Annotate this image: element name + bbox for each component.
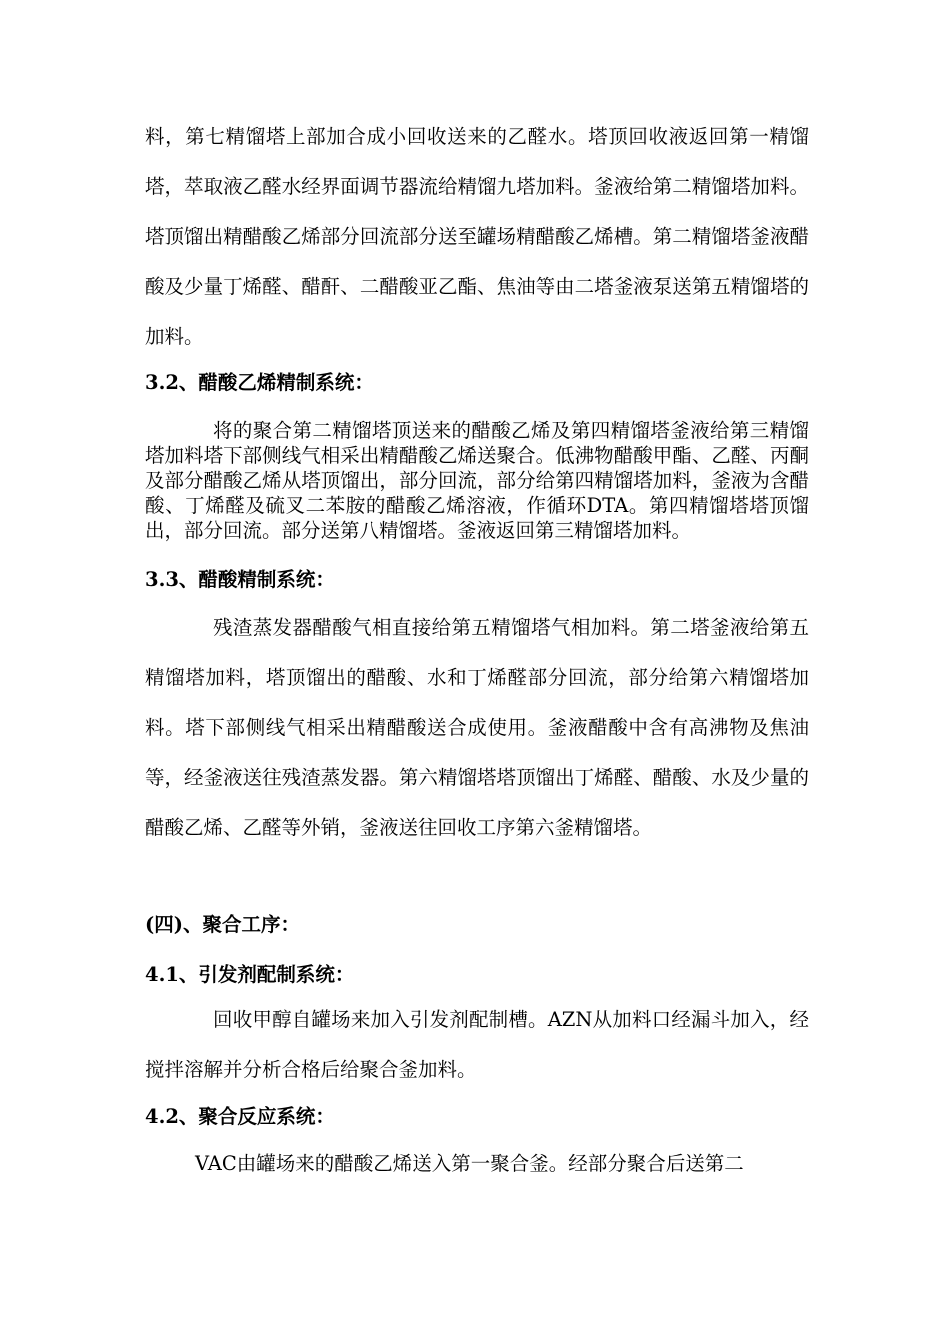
heading-4-1: 4.1、引发剂配制系统： <box>145 963 355 986</box>
heading-4-2: 4.2、聚合反应系统： <box>145 1105 335 1128</box>
heading-3-2: 3.2、醋酸乙烯精制系统： <box>145 371 374 394</box>
heading-3-3: 3.3、醋酸精制系统： <box>145 568 335 591</box>
paragraph-vinyl-acetate-refining: 将的聚合第二精馏塔顶送来的醋酸乙烯及第四精馏塔釜液给第三精馏塔加料塔下部侧线气相采出精醋酸乙烯送聚合。低沸物醋酸甲酯、乙醛、丙酮及部分醋酸乙烯从塔顶馏出，部分回流，部分给第四精馏塔加料，釜液为含醋酸、丁烯醛及硫叉二苯胺的醋酸乙烯溶液，作循环DTA。第四精馏塔塔顶馏出，部分回流。部分送第八精馏塔。釜液返回第三精馏塔加料。 <box>145 419 809 542</box>
paragraph-initiator-preparation: 回收甲醇自罐场来加入引发剂配制槽。AZN从加料口经漏斗加入，经搅拌溶解并分析合格后给聚合釜加料。 <box>145 1008 809 1081</box>
paragraph-acetic-acid-refining: 残渣蒸发器醋酸气相直接给第五精馏塔气相加料。第二塔釜液给第五精馏塔加料，塔顶馏出的醋酸、水和丁烯醛部分回流，部分给第六精馏塔加料。塔下部侧线气相采出精醋酸送合成使用。釜液醋酸中含有高沸物及焦油等，经釜液送往残渣蒸发器。第六精馏塔塔顶馏出丁烯醛、醋酸、水及少量的醋酸乙烯、乙醛等外销，釜液送往回收工序第六釜精馏塔。 <box>145 616 809 839</box>
heading-section-4: (四)、聚合工序： <box>145 913 300 936</box>
paragraph-distillation-continued: 料，第七精馏塔上部加合成小回收送来的乙醛水。塔顶回收液返回第一精馏塔，萃取液乙醛水经界面调节器流给精馏九塔加料。釜液给第二精馏塔加料。塔顶馏出精醋酸乙烯部分回流部分送至罐场精醋酸乙烯槽。第二精馏塔釜液醋酸及少量丁烯醛、醋酐、二醋酸亚乙酯、焦油等由二塔釜液泵送第五精馏塔的加料。 <box>145 125 809 348</box>
paragraph-polymerization-reaction: VAC由罐场来的醋酸乙烯送入第一聚合釜。经部分聚合后送第二 <box>195 1152 744 1175</box>
